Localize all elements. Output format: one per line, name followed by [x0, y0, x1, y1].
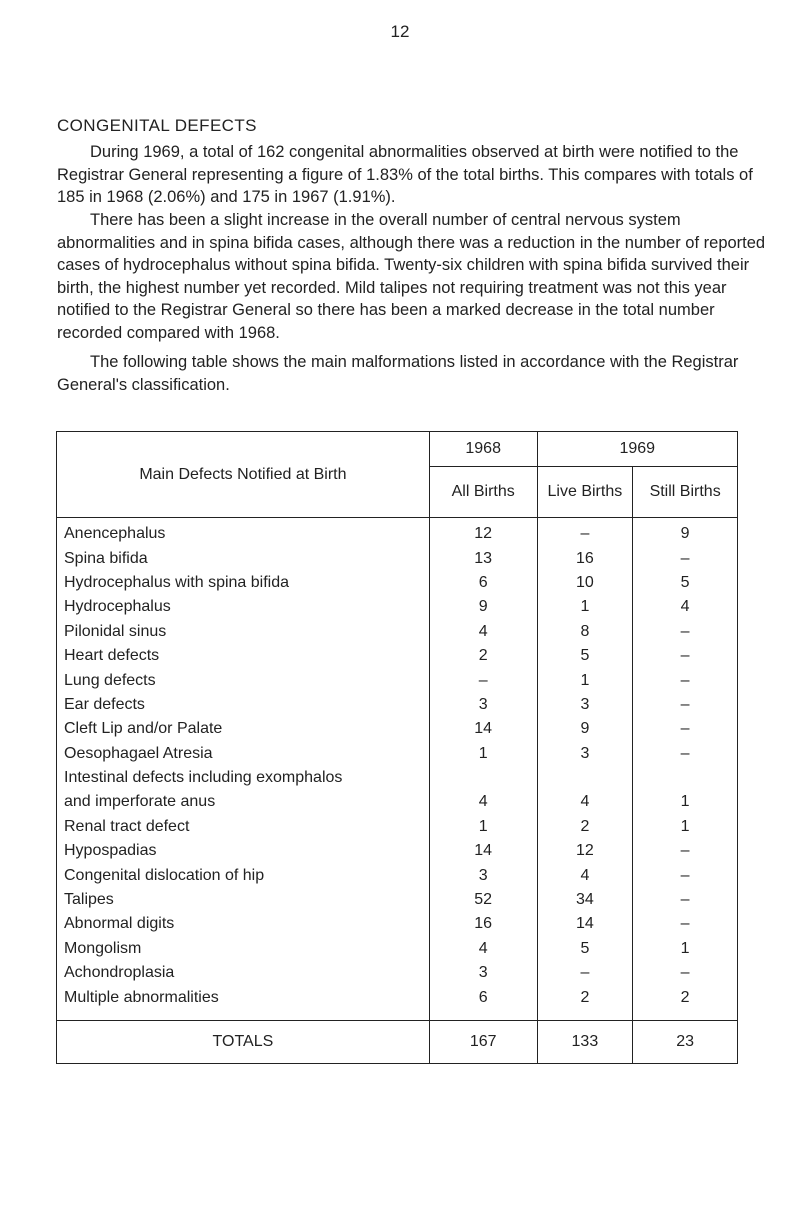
defect-name-cell: Oesophagael Atresia [57, 742, 430, 766]
live-births-1969-cell: 12 [537, 839, 633, 863]
still-births-1969-cell: 4 [633, 595, 738, 619]
table-row [57, 668, 738, 692]
all-births-1968-cell: 16 [429, 912, 537, 936]
live-births-1969-cell: 3 [537, 693, 633, 717]
all-births-1968-cell: – [429, 668, 537, 692]
all-births-1968-cell: 1 [429, 742, 537, 766]
still-births-1969-cell: – [633, 693, 738, 717]
table-row [57, 961, 738, 985]
table-row [57, 620, 738, 644]
defect-name-cell: Hydrocephalus with spina bifida [57, 571, 430, 595]
table-row [57, 644, 738, 668]
all-births-1968-cell [429, 766, 537, 790]
live-births-1969-cell: 2 [537, 985, 633, 1020]
live-births-1969-cell: 4 [537, 790, 633, 814]
paragraph-2-text: There has been a slight increase in the overall number of central nervous system abnormalities and in spina bifida cases, although there was a reduction in the number of reported cases of hydrocephalus without spina bifida. Twenty-six children with spina bifida survived their birth, the highest number yet recorded. Mild talipes not requiring treatment was not this year notified to the Registrar General so there has been a marked decrease in the total number recorded compared with 1968. [57, 211, 766, 342]
year-1969-header: 1969 [537, 432, 737, 467]
table-row [57, 937, 738, 961]
table-row [57, 888, 738, 912]
still-births-1969-cell: 1 [633, 815, 738, 839]
still-births-1969-cell: – [633, 717, 738, 741]
still-births-1969-cell: – [633, 742, 738, 766]
defect-name-cell: Hypospadias [57, 839, 430, 863]
all-births-1968-cell: 6 [429, 985, 537, 1020]
defect-name-cell: Renal tract defect [57, 815, 430, 839]
all-births-1968-cell: 14 [429, 839, 537, 863]
section-heading: CONGENITAL DEFECTS [57, 116, 257, 135]
live-births-1969-cell: 10 [537, 571, 633, 595]
table-row [57, 912, 738, 936]
all-births-1968-cell: 6 [429, 571, 537, 595]
year-1968-header: 1968 [429, 432, 537, 467]
all-births-1968-cell: 9 [429, 595, 537, 619]
still-births-1969-cell: – [633, 644, 738, 668]
table-row [57, 518, 738, 547]
defect-name-cell: Abnormal digits [57, 912, 430, 936]
still-births-1969-cell [633, 766, 738, 790]
live-births-1969-cell: 2 [537, 815, 633, 839]
still-births-1969-cell: – [633, 863, 738, 887]
table-row [57, 693, 738, 717]
table-row [57, 546, 738, 570]
live-births-1969-cell: 9 [537, 717, 633, 741]
still-births-1969-cell: 5 [633, 571, 738, 595]
table-footer [57, 1020, 738, 1063]
defect-name-cell: Spina bifida [57, 546, 430, 570]
table-row [57, 571, 738, 595]
live-births-1969-cell: 4 [537, 863, 633, 887]
defect-name-cell: and imperforate anus [57, 790, 430, 814]
live-births-1969-cell: 5 [537, 644, 633, 668]
defect-name-cell: Achondroplasia [57, 961, 430, 985]
table-header [57, 432, 738, 518]
defect-name-cell: Anencephalus [57, 518, 430, 547]
totals-all-1968: 167 [429, 1020, 537, 1063]
still-births-1969-cell: – [633, 668, 738, 692]
totals-still-1969: 23 [633, 1020, 738, 1063]
live-births-label: Live Births [547, 483, 623, 500]
defect-name-cell: Talipes [57, 888, 430, 912]
all-births-1968-cell: 3 [429, 863, 537, 887]
defect-name-cell: Ear defects [57, 693, 430, 717]
totals-live-1969: 133 [537, 1020, 633, 1063]
defects-table [56, 431, 738, 1064]
table-row [57, 717, 738, 741]
table-row [57, 742, 738, 766]
paragraph-1 [57, 141, 771, 209]
live-births-1969-cell [537, 766, 633, 790]
defect-name-cell: Cleft Lip and/or Palate [57, 717, 430, 741]
all-births-1968-cell: 52 [429, 888, 537, 912]
live-births-1969-cell: 1 [537, 668, 633, 692]
defect-name-cell: Heart defects [57, 644, 430, 668]
totals-row [57, 1020, 738, 1063]
all-births-1968-cell: 4 [429, 937, 537, 961]
live-births-1969-cell: 5 [537, 937, 633, 961]
paragraph-3-text: The following table shows the main malformations listed in accordance with the Registrar General's classification. [57, 353, 739, 394]
all-births-label: All Births [451, 483, 515, 500]
table-row [57, 839, 738, 863]
all-births-1968-cell: 2 [429, 644, 537, 668]
defect-name-cell: Lung defects [57, 668, 430, 692]
live-births-header [537, 467, 633, 518]
still-births-1969-cell: – [633, 888, 738, 912]
still-births-1969-cell: 1 [633, 937, 738, 961]
live-births-1969-cell: 34 [537, 888, 633, 912]
all-births-1968-cell: 4 [429, 620, 537, 644]
table-row [57, 790, 738, 814]
defect-name-cell: Mongolism [57, 937, 430, 961]
defect-name-cell: Multiple abnormalities [57, 985, 430, 1020]
paragraph-2 [57, 209, 771, 344]
still-births-header [633, 467, 738, 518]
live-births-1969-cell: 16 [537, 546, 633, 570]
defect-name-cell: Congenital dislocation of hip [57, 863, 430, 887]
still-births-1969-cell: 1 [633, 790, 738, 814]
live-births-1969-cell: 8 [537, 620, 633, 644]
still-births-label: Still Births [649, 483, 721, 500]
all-births-1968-cell: 14 [429, 717, 537, 741]
still-births-1969-cell: – [633, 912, 738, 936]
all-births-1968-cell: 3 [429, 693, 537, 717]
totals-label: TOTALS [57, 1020, 430, 1063]
still-births-1969-cell: 9 [633, 518, 738, 547]
still-births-1969-cell: – [633, 961, 738, 985]
main-defects-header: Main Defects Notified at Birth [57, 432, 430, 518]
table-row [57, 863, 738, 887]
still-births-1969-cell: 2 [633, 985, 738, 1020]
paragraph-3 [57, 351, 771, 396]
all-births-1968-cell: 12 [429, 518, 537, 547]
live-births-1969-cell: 1 [537, 595, 633, 619]
live-births-1969-cell: – [537, 518, 633, 547]
live-births-1969-cell: 14 [537, 912, 633, 936]
still-births-1969-cell: – [633, 546, 738, 570]
defect-name-cell: Hydrocephalus [57, 595, 430, 619]
defect-name-cell: Pilonidal sinus [57, 620, 430, 644]
all-births-1968-cell: 4 [429, 790, 537, 814]
all-births-header [429, 467, 537, 518]
page-number: 12 [390, 22, 410, 41]
live-births-1969-cell: 3 [537, 742, 633, 766]
paragraph-1-text: During 1969, a total of 162 congenital abnormalities observed at birth were notified to the Registrar General representing a figure of 1.83% of the total births. This compares with totals of 185 in 1968 (2.06%) and 175 in 1967 (1.91%). [57, 143, 753, 206]
table-row [57, 815, 738, 839]
still-births-1969-cell: – [633, 839, 738, 863]
table-row [57, 985, 738, 1020]
all-births-1968-cell: 3 [429, 961, 537, 985]
table-body [57, 518, 738, 1021]
defect-name-cell: Intestinal defects including exomphalos [57, 766, 430, 790]
all-births-1968-cell: 1 [429, 815, 537, 839]
live-births-1969-cell: – [537, 961, 633, 985]
table-row [57, 595, 738, 619]
table-row [57, 766, 738, 790]
still-births-1969-cell: – [633, 620, 738, 644]
all-births-1968-cell: 13 [429, 546, 537, 570]
